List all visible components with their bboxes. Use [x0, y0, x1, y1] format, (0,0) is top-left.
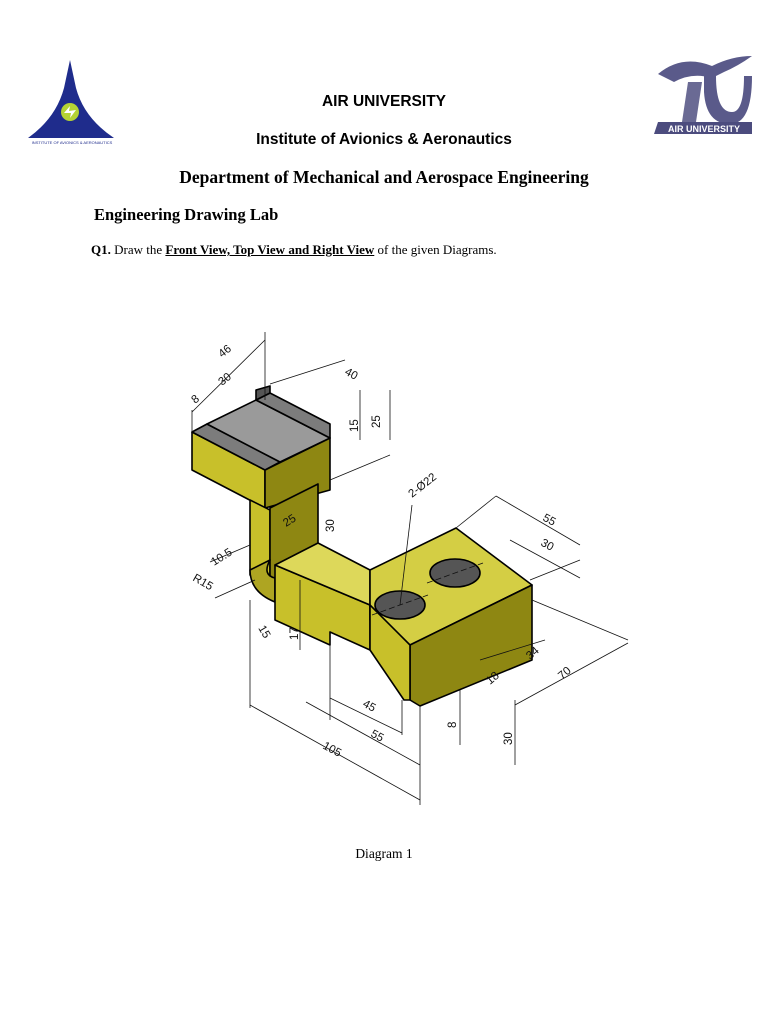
- dim-10-5: 10.5: [209, 546, 235, 569]
- question-prefix: Draw the: [114, 242, 163, 257]
- isometric-diagram-graphic: [180, 325, 640, 810]
- dim-8-base: 8: [447, 721, 459, 728]
- lab-title: Engineering Drawing Lab: [94, 205, 279, 224]
- university-title: AIR UNIVERSITY: [321, 93, 446, 110]
- dim-25-stem: 25: [281, 512, 299, 530]
- dim-8-fork: 8: [189, 392, 202, 407]
- department-title: Department of Mechanical and Aerospace Engineering: [179, 167, 589, 187]
- dim-45: 45: [360, 698, 378, 715]
- dim-30-height: 30: [503, 732, 515, 745]
- dim-17: 17: [289, 627, 301, 640]
- institute-logo-caption: INSTITUTE OF AVIONICS & AERONAUTICS: [31, 140, 113, 145]
- dim-30-hole-offset: 30: [538, 537, 556, 554]
- dim-70: 70: [556, 664, 574, 683]
- dim-18: 18: [484, 669, 502, 688]
- dim-55-base: 55: [368, 728, 386, 745]
- dim-30-stem: 30: [325, 519, 337, 532]
- dim-15-base: 15: [255, 623, 273, 641]
- dim-25-upright: 25: [371, 415, 383, 428]
- dim-15-fork: 15: [349, 419, 361, 432]
- dim-55-hole-spacing: 55: [540, 512, 558, 529]
- dim-34: 34: [524, 644, 542, 663]
- dim-105: 105: [320, 740, 344, 760]
- institute-title: Institute of Avionics & Aeronautics: [256, 131, 512, 148]
- air-university-logo-caption: AIR UNIVERSITY: [667, 124, 741, 134]
- question-number: Q1.: [91, 242, 111, 257]
- dim-r15: R15: [190, 572, 215, 594]
- dim-hole-diameter: 2-Ø22: [406, 471, 440, 501]
- question-emphasis: Front View, Top View and Right View: [165, 242, 375, 257]
- isometric-diagram: [180, 325, 640, 810]
- dim-30-fork: 30: [216, 371, 234, 389]
- diagram-caption: Diagram 1: [355, 846, 413, 861]
- dim-46: 46: [216, 343, 234, 361]
- question-suffix: of the given Diagrams.: [377, 242, 497, 257]
- dim-40: 40: [342, 366, 360, 383]
- question-text: [91, 242, 497, 258]
